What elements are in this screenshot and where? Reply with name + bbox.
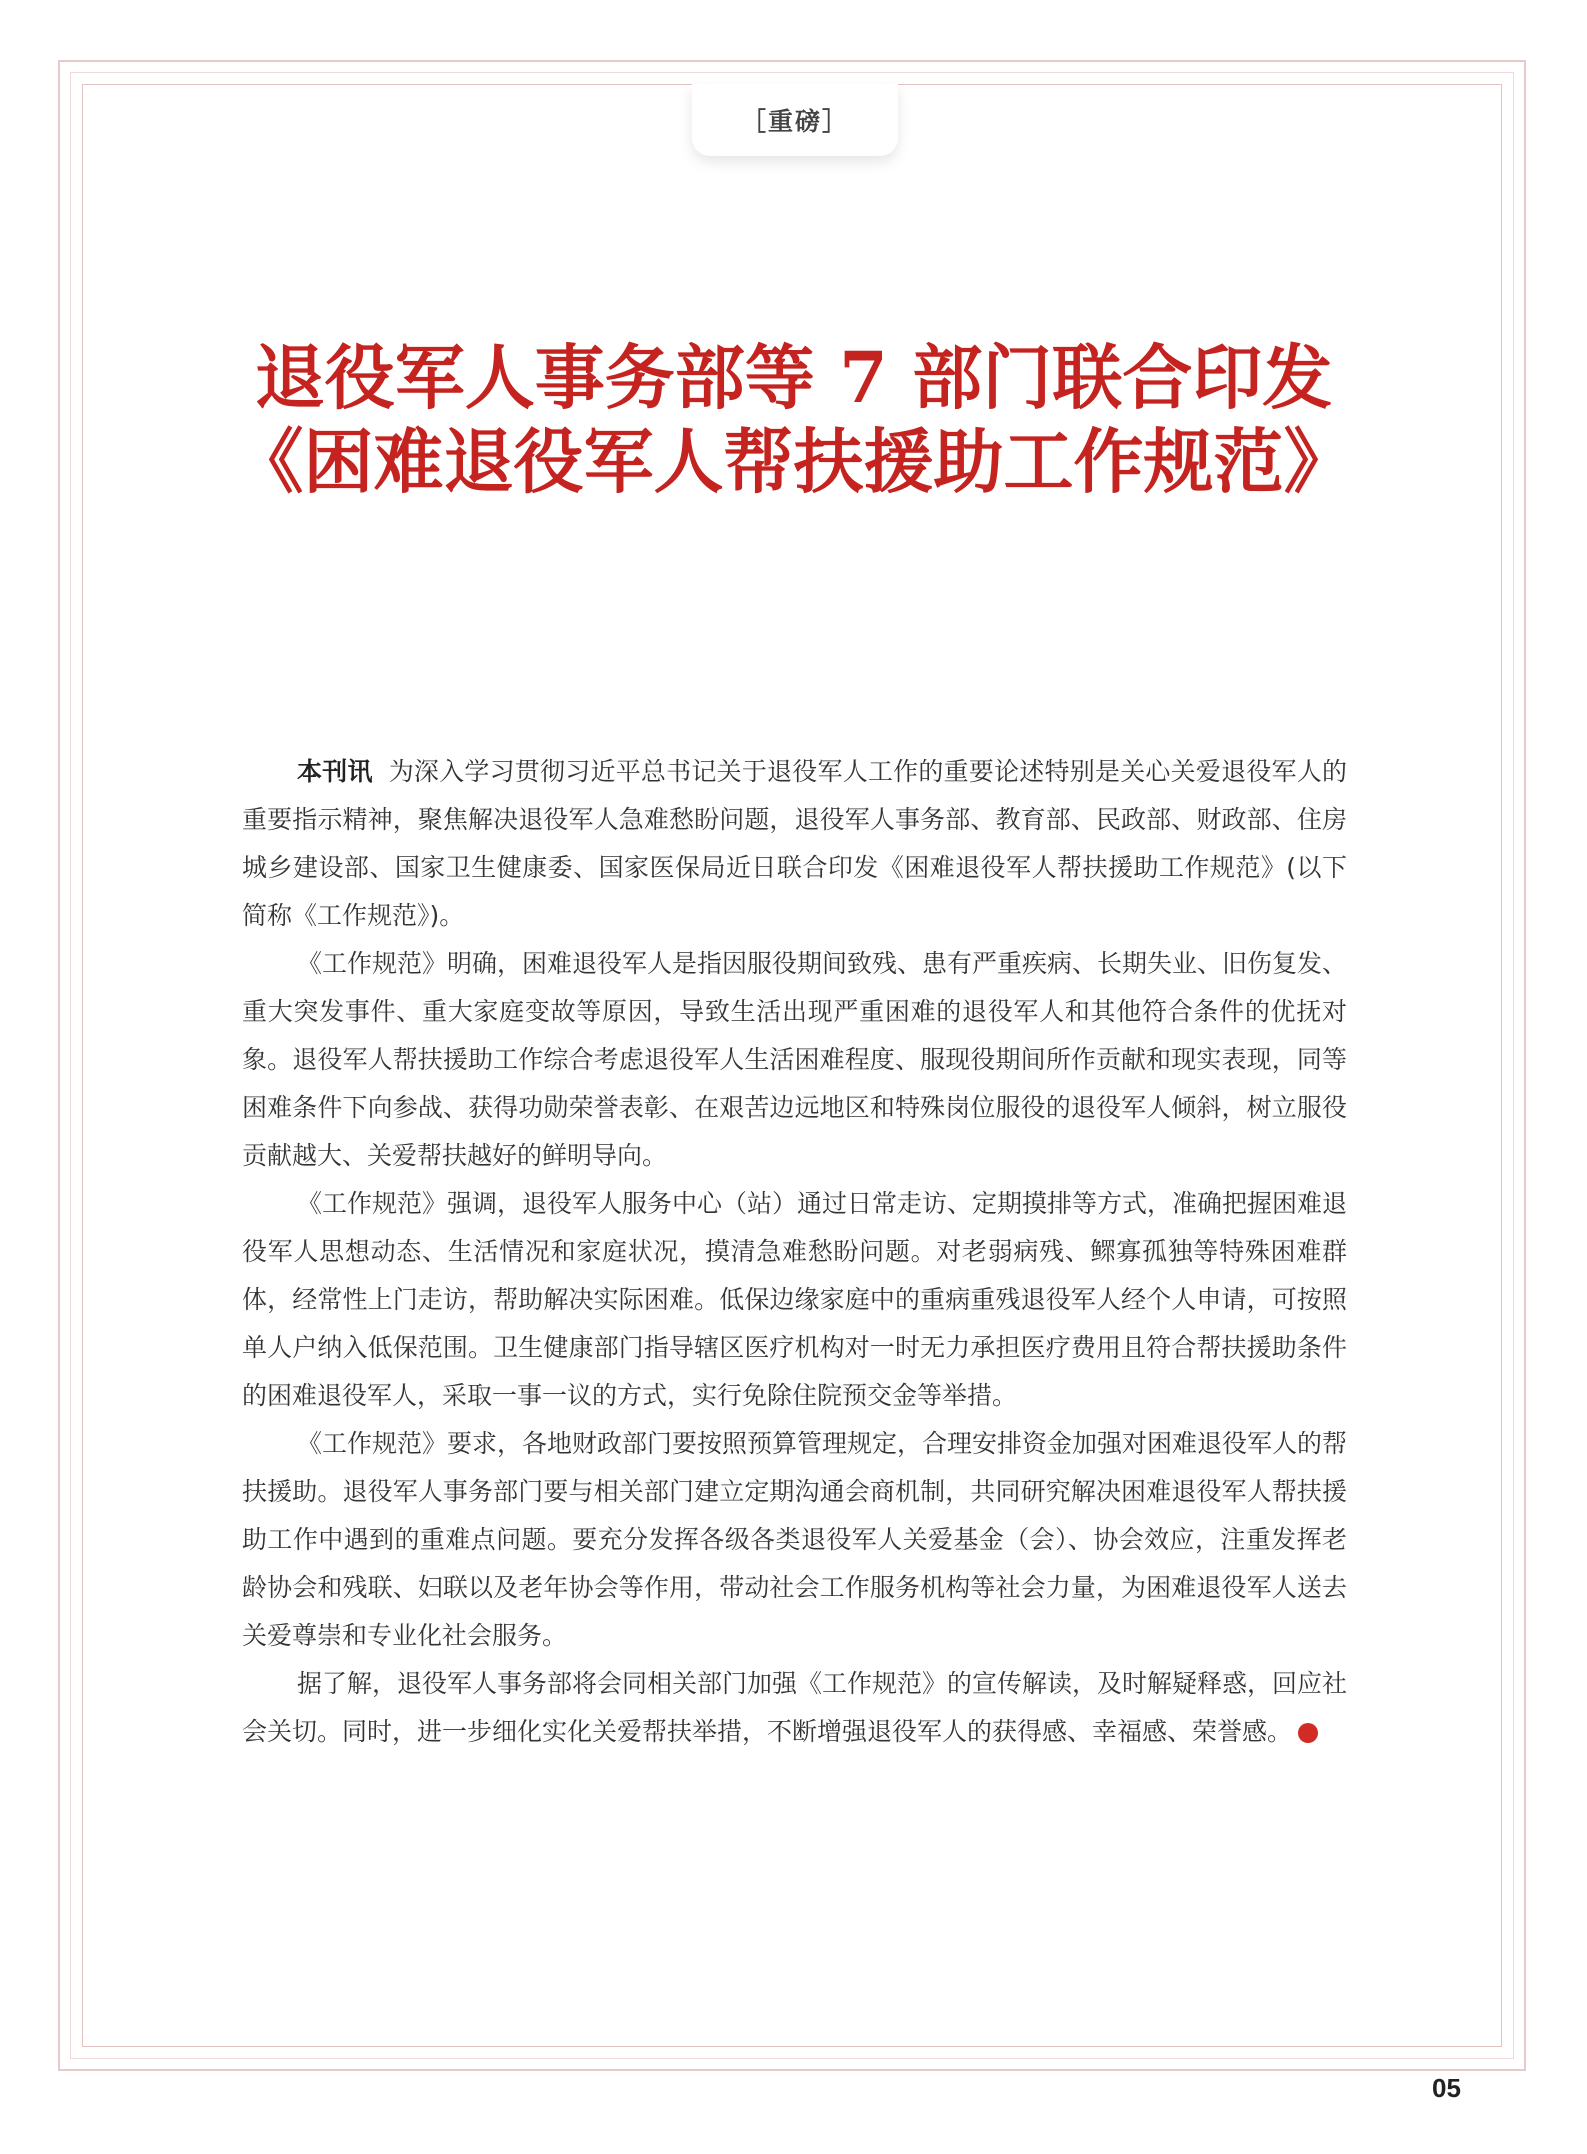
article-body [242,748,1366,1756]
headline-line-2: 《困难退役军人帮扶援助工作规范》 [233,420,1354,503]
article-paragraph [242,748,1347,940]
headline-line-1: 退役军人事务部等 7 部门联合印发 [254,336,1333,419]
section-tag-tab [692,84,898,156]
article-paragraph: 《工作规范》要求，各地财政部门要按照预算管理规定，合理安排资金加强对困难退役军人的帮扶援助。退役军人事务部门要与相关部门建立定期沟通会商机制，共同研究解决困难退役军人帮扶援助工作中遇到的重难点问题。要充分发挥各级各类退役军人关爱基金（会）、协会效应，注重发挥老龄协会和残联、妇联以及老年协会等作用，带动社会工作服务机构等社会力量，为困难退役军人送去关爱尊崇和专业化社会服务。 [242,1429,1348,1650]
end-mark-icon: N [1298,1723,1318,1743]
headline [170,336,1417,504]
section-tag: ［重磅］ [740,107,849,136]
dateline: 本刊讯 [297,757,373,786]
paragraph-text: 据了解，退役军人事务部将会同相关部门加强《工作规范》的宣传解读，及时解疑释惑，回应社会关切。同时，进一步细化实化关爱帮扶举措，不断增强退役军人的获得感、幸福感、荣誉感。 [242,1669,1348,1746]
page-number: 05 [1432,2073,1461,2103]
article-paragraph: 《工作规范》强调，退役军人服务中心（站）通过日常走访、定期摸排等方式，准确把握困难退役军人思想动态、生活情况和家庭状况，摸清急难愁盼问题。对老弱病残、鳏寡孤独等特殊困难群体，经常性上门走访，帮助解决实际困难。低保边缘家庭中的重病重残退役军人经个人申请，可按照单人户纳入低保范围。卫生健康部门指导辖区医疗机构对一时无力承担医疗费用且符合帮扶援助条件的困难退役军人，采取一事一议的方式，实行免除住院预交金等举措。 [242,1189,1348,1410]
article-paragraph: 《工作规范》明确，困难退役军人是指因服役期间致残、患有严重疾病、长期失业、旧伤复发、重大突发事件、重大家庭变故等原因，导致生活出现严重困难的退役军人和其他符合条件的优抚对象。退役军人帮扶援助工作综合考虑退役军人生活困难程度、服现役期间所作贡献和现实表现，同等困难条件下向参战、获得功勋荣誉表彰、在艰苦边远地区和特殊岗位服役的退役军人倾斜，树立服役贡献越大、关爱帮扶越好的鲜明导向。 [242,949,1348,1170]
article-paragraph [242,1660,1366,1756]
paragraph-text: 为深入学习贯彻习近平总书记关于退役军人工作的重要论述特别是关心关爱退役军人的重要指示精神，聚焦解决退役军人急难愁盼问题，退役军人事务部、教育部、民政部、财政部、住房城乡建设部、国家卫生健康委、国家医保局近日联合印发《困难退役军人帮扶援助工作规范》(以下简称《工作规范》)。 [242,757,1347,930]
